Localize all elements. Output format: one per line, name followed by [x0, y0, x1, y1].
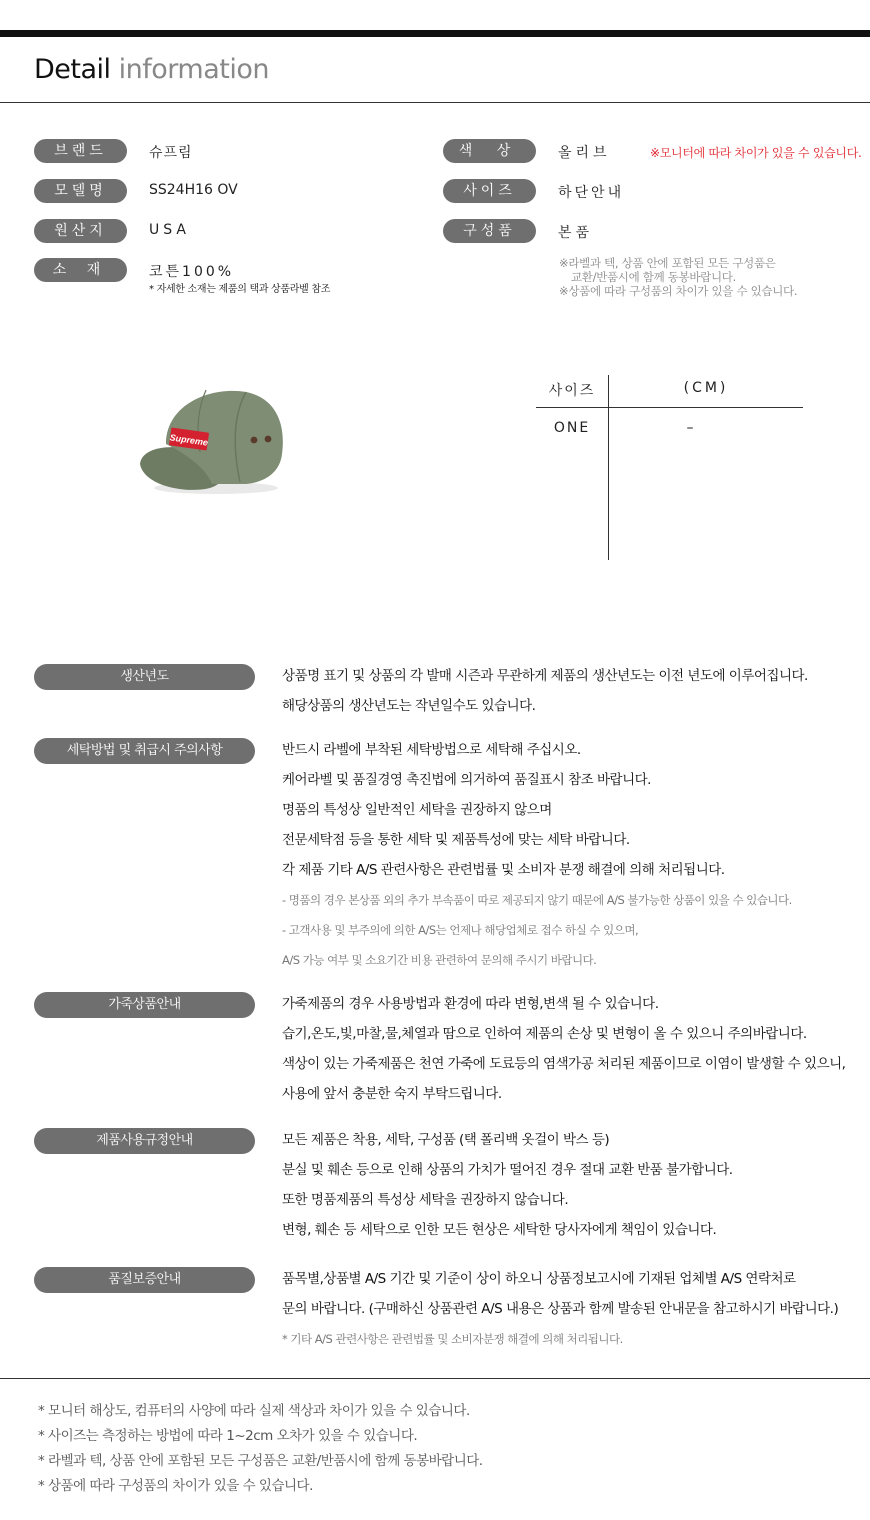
components-label: 구성품	[443, 219, 536, 243]
origin-label: 원산지	[34, 219, 127, 243]
section-usage-policy-body	[282, 1128, 733, 1248]
section-line: 각 제품 기타 A/S 관련사항은 관련법률 및 소비자 분쟁 해결에 의해 처리됩니다.	[282, 862, 725, 878]
section-line: 케어라벨 및 품질경영 촉진법에 의거하여 품질표시 참조 바랍니다.	[282, 772, 651, 788]
section-line: 변형, 훼손 등 세탁으로 인한 모든 현상은 세탁한 당사자에게 책임이 있습니다.	[282, 1222, 717, 1238]
section-warranty-body	[282, 1267, 838, 1357]
material-label: 소 재	[34, 258, 127, 282]
section-line: 해당상품의 생산년도는 작년일수도 있습니다.	[282, 698, 536, 714]
section-line: - 명품의 경우 본상품 외의 추가 부속품이 따로 제공되지 않기 때문에 A/S 불가능한 상품이 있을 수 있습니다.	[282, 893, 792, 907]
size-table-hline	[536, 407, 803, 408]
section-line: 모든 제품은 착용, 세탁, 구성품 (택 폴리백 옷걸이 박스 등)	[282, 1132, 610, 1148]
section-usage-policy-title: 제품사용규정안내	[34, 1128, 255, 1154]
section-line: 색상이 있는 가죽제품은 천연 가죽에 도료등의 염색가공 처리된 제품이므로 이염이 발생할 수 있으니,	[282, 1056, 846, 1072]
brand-value: 슈프림	[149, 145, 193, 161]
section-leather-body	[282, 992, 845, 1112]
section-line: - 고객사용 및 부주의에 의한 A/S는 언제나 해당업체로 접수 하실 수 있으며,	[282, 923, 639, 937]
section-line: 문의 바랍니다. (구매하신 상품관련 A/S 내용은 상품과 함께 발송된 안내문을 참고하시기 바랍니다.)	[282, 1301, 839, 1317]
section-production-year-body	[282, 664, 808, 724]
size-table-header-cm: (CM)	[683, 380, 729, 396]
section-washing-title: 세탁방법 및 취급시 주의사항	[34, 738, 255, 764]
footer-note: * 라벨과 텍, 상품 안에 포함된 모든 구성품은 교환/반품시에 함께 동봉바랍니다.	[38, 1453, 483, 1469]
components-value: 본품	[558, 225, 594, 241]
components-note-1: ※라벨과 텍, 상품 안에 포함된 모든 구성품은	[559, 256, 776, 270]
product-image-cap	[136, 384, 286, 499]
section-warranty-title: 품질보증안내	[34, 1267, 255, 1293]
section-line: 또한 명품제품의 특성상 세탁을 권장하지 않습니다.	[282, 1192, 569, 1208]
section-line: A/S 가능 여부 및 소요기간 비용 관련하여 문의해 주시기 바랍니다.	[282, 953, 597, 967]
size-table-header-size: 사이즈	[548, 383, 596, 399]
supreme-logo-text: Supreme	[169, 432, 209, 448]
size-table-row-size: ONE	[553, 420, 591, 436]
page-title	[34, 54, 269, 85]
footer-note: * 상품에 따라 구성품의 차이가 있을 수 있습니다.	[38, 1478, 313, 1494]
color-label: 색 상	[443, 139, 536, 163]
components-note-3: ※상품에 따라 구성품의 차이가 있을 수 있습니다.	[559, 284, 798, 298]
section-line: 전문세탁점 등을 통한 세탁 및 제품특성에 맞는 세탁 바랍니다.	[282, 832, 630, 848]
color-value: 올리브	[558, 145, 611, 161]
model-label: 모델명	[34, 179, 127, 203]
title-part-1: Detail	[34, 54, 111, 85]
section-line: 가죽제품의 경우 사용방법과 환경에 따라 변형,변색 될 수 있습니다.	[282, 996, 659, 1012]
brand-label: 브랜드	[34, 139, 127, 163]
size-value: 하단안내	[558, 185, 625, 201]
section-leather-title: 가죽상품안내	[34, 992, 255, 1018]
origin-value: USA	[149, 222, 190, 238]
size-label: 사이즈	[443, 179, 536, 203]
size-table-row-value: –	[686, 420, 694, 436]
size-table	[536, 375, 803, 560]
section-line: * 기타 A/S 관련사항은 관련법률 및 소비자분쟁 해결에 의해 처리됩니다.	[282, 1332, 623, 1346]
color-note: ※모니터에 따라 차이가 있을 수 있습니다.	[650, 146, 862, 160]
section-line: 반드시 라벨에 부착된 세탁방법으로 세탁해 주십시오.	[282, 742, 581, 758]
footer-notes	[38, 1400, 483, 1500]
section-line: 상품명 표기 및 상품의 각 발매 시즌과 무관하게 제품의 생산년도는 이전 년도에 이루어집니다.	[282, 668, 808, 684]
size-table-vline	[608, 375, 609, 560]
footer-divider	[0, 1378, 870, 1379]
cap-eyelet-2	[265, 436, 272, 443]
section-production-year-title: 생산년도	[34, 664, 255, 690]
footer-note: * 모니터 해상도, 컴퓨터의 사양에 따라 실제 색상과 차이가 있을 수 있습니다.	[38, 1403, 470, 1419]
material-value: 코튼100%	[149, 264, 235, 280]
top-bar	[0, 30, 870, 37]
material-note: * 자세한 소재는 제품의 택과 상품라벨 참조	[149, 284, 331, 295]
section-line: 품목별,상품별 A/S 기간 및 기준이 상이 하오니 상품정보고시에 기재된 업체별 A/S 연락처로	[282, 1271, 796, 1287]
cap-eyelet-1	[251, 437, 258, 444]
components-note-2: 교환/반품시에 함께 동봉바랍니다.	[571, 270, 736, 284]
footer-note: * 사이즈는 측정하는 방법에 따라 1~2cm 오차가 있을 수 있습니다.	[38, 1428, 418, 1444]
section-line: 분실 및 훼손 등으로 인해 상품의 가치가 떨어진 경우 절대 교환 반품 불가합니다.	[282, 1162, 733, 1178]
section-washing-body	[282, 738, 792, 978]
section-line: 사용에 앞서 충분한 숙지 부탁드립니다.	[282, 1086, 502, 1102]
section-line: 습기,온도,빛,마찰,물,체열과 땀으로 인하여 제품의 손상 및 변형이 올 수 있으니 주의바랍니다.	[282, 1026, 807, 1042]
title-part-2: information	[118, 54, 269, 85]
model-value: SS24H16 OV	[149, 182, 238, 198]
section-line: 명품의 특성상 일반적인 세탁을 권장하지 않으며	[282, 802, 552, 818]
header-divider	[0, 102, 870, 103]
